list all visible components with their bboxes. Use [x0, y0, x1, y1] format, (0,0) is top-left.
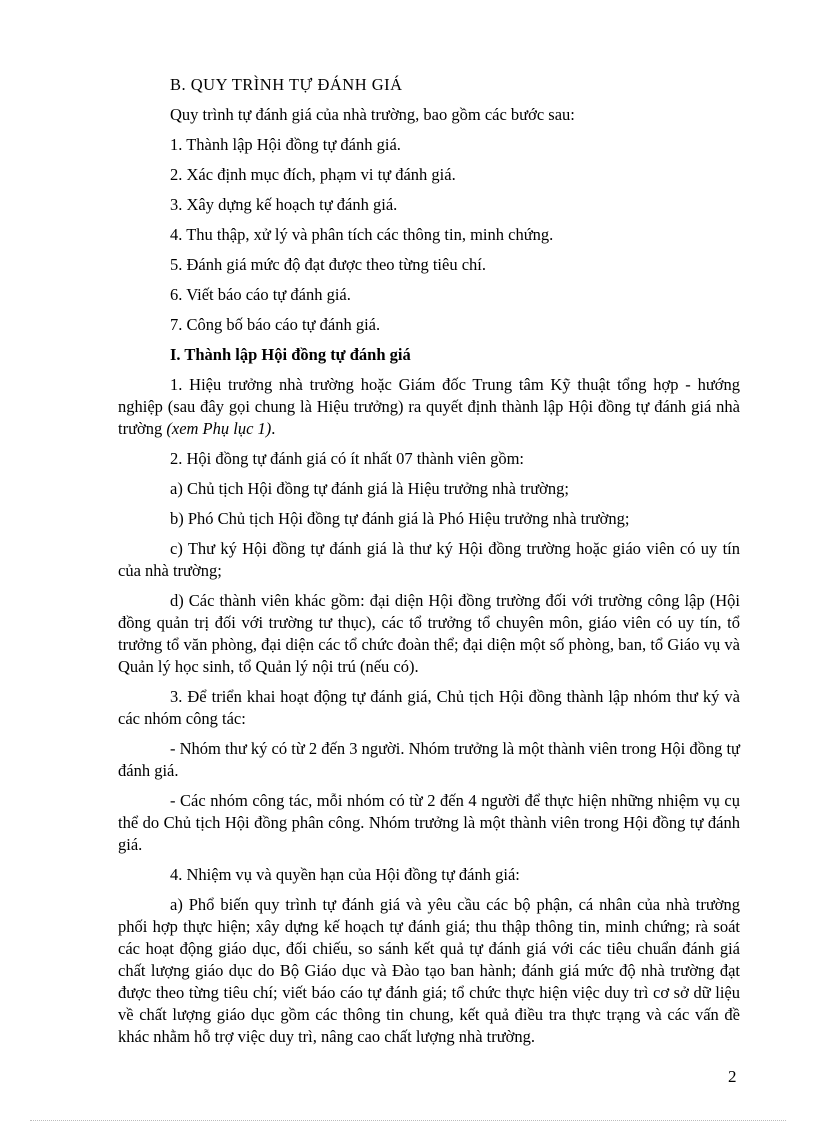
- paragraph-4: 4. Nhiệm vụ và quyền hạn của Hội đồng tự đánh giá:: [170, 865, 520, 884]
- section-title: B. QUY TRÌNH TỰ ĐÁNH GIÁ: [170, 75, 403, 94]
- page-bottom-divider: [30, 1120, 786, 1121]
- paragraph-2: 2. Hội đồng tự đánh giá có ít nhất 07 thành viên gồm:: [170, 449, 525, 468]
- list-item: 1. Thành lập Hội đồng tự đánh giá.: [170, 135, 401, 154]
- list-item: 3. Xây dựng kế hoạch tự đánh giá.: [170, 195, 398, 214]
- paragraph-3: 3. Để triển khai hoạt động tự đánh giá, Chủ tịch Hội đồng thành lập nhóm thư ký và các nhóm công tác:: [118, 687, 740, 728]
- list-item: 6. Viết báo cáo tự đánh giá.: [170, 285, 351, 304]
- paragraph-2b: b) Phó Chủ tịch Hội đồng tự đánh giá là Phó Hiệu trưởng nhà trường;: [170, 509, 630, 528]
- paragraph-1-end: .: [271, 419, 276, 438]
- list-item: 2. Xác định mục đích, phạm vi tự đánh giá.: [170, 165, 456, 184]
- paragraph-2c: c) Thư ký Hội đồng tự đánh giá là thư ký Hội đồng trường hoặc giáo viên có uy tín của nhà trường;: [118, 539, 740, 580]
- document-body: [118, 74, 740, 1056]
- paragraph-2a: a) Chủ tịch Hội đồng tự đánh giá là Hiệu trưởng nhà trường;: [170, 479, 569, 498]
- paragraph-1: [118, 374, 740, 440]
- paragraph-1-text: 1. Hiệu trưởng nhà trường hoặc Giám đốc Trung tâm Kỹ thuật tổng hợp - hướng nghiệp (sau đây gọi chung là Hiệu trưởng) ra quyết định thành lập Hội đồng tự đánh giá nhà trường: [118, 375, 740, 438]
- paragraph-4a: a) Phổ biến quy trình tự đánh giá và yêu cầu các bộ phận, cá nhân của nhà trường phối hợp thực hiện; xây dựng kế hoạch tự đánh giá; thu thập thông tin, minh chứng; rà soát các hoạt động giáo dục, đối chiếu, so sánh kết quả tự đánh giá với các tiêu chuẩn đánh giá chất lượng giáo dục do Bộ Giáo dục và Đào tạo ban hành; đánh giá mức độ nhà trường đạt được theo từng tiêu chí; viết báo cáo tự đánh giá; tổ chức thực hiện việc duy trì cơ sở dữ liệu về chất lượng giáo dục gồm các thông tin chung, kết quả điều tra thực trạng và các vấn đề khác nhằm hỗ trợ việc duy trì, nâng cao chất lượng nhà trường.: [118, 895, 740, 1046]
- paragraph-2d: d) Các thành viên khác gồm: đại diện Hội đồng trường đối với trường công lập (Hội đồng quản trị đối với trường tư thục), các tổ trưởng tổ chuyên môn, giáo viên có uy tín, tổ trưởng tổ văn phòng, đại diện các tổ chức đoàn thể; đại diện một số phòng, ban, tổ Giáo vụ và Quản lý học sinh, tổ Quản lý nội trú (nếu có).: [118, 591, 740, 676]
- subsection-title: I. Thành lập Hội đồng tự đánh giá: [170, 345, 411, 364]
- intro-paragraph: Quy trình tự đánh giá của nhà trường, bao gồm các bước sau:: [170, 105, 575, 124]
- page-number: 2: [728, 1067, 737, 1086]
- list-item: 7. Công bố báo cáo tự đánh giá.: [170, 315, 381, 334]
- list-item: 5. Đánh giá mức độ đạt được theo từng tiêu chí.: [170, 255, 486, 274]
- list-item: 4. Thu thập, xử lý và phân tích các thông tin, minh chứng.: [170, 225, 554, 244]
- paragraph-3-work-groups: - Các nhóm công tác, mỗi nhóm có từ 2 đến 4 người để thực hiện những nhiệm vụ cụ thể do Chủ tịch Hội đồng phân công. Nhóm trưởng là một thành viên trong Hội đồng tự đánh giá.: [118, 791, 740, 854]
- appendix-reference: (xem Phụ lục 1): [166, 419, 272, 438]
- steps-list: [118, 134, 740, 336]
- paragraph-3-secretary-group: - Nhóm thư ký có từ 2 đến 3 người. Nhóm trưởng là một thành viên trong Hội đồng tự đánh giá.: [118, 739, 740, 780]
